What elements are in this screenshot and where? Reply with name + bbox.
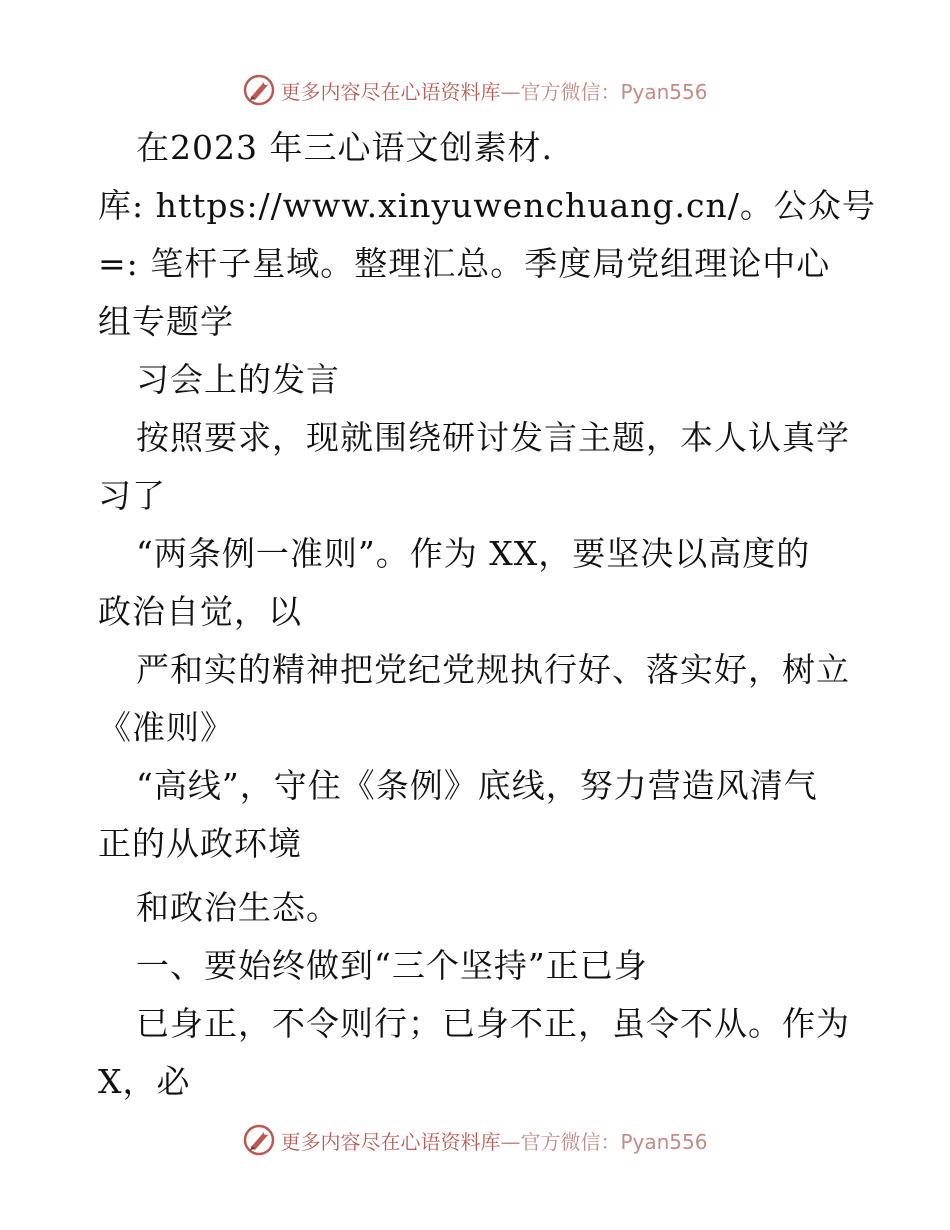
- banner-text: [280, 1126, 707, 1155]
- banner-text-main: 更多内容尽在心语资料库: [280, 1129, 501, 1154]
- text-line: 在2023 年三心语文创素材.: [136, 128, 553, 167]
- header-watermark-banner: [0, 70, 950, 110]
- banner-text-tail: —官方微信：Pyan556: [500, 79, 708, 104]
- banner-text: [280, 76, 707, 105]
- ink-pen-seal-icon: [242, 1123, 276, 1157]
- text-line: 和政治生态。: [136, 888, 340, 927]
- text-line: X，必: [98, 1062, 191, 1101]
- footer-watermark-banner: [0, 1120, 950, 1160]
- text-line: =: 笔杆子星域。整理汇总。季度局党组理论中心: [98, 244, 831, 283]
- banner-text-tail: —官方微信：Pyan556: [500, 1129, 708, 1154]
- text-line: 正的从政环境: [98, 824, 302, 863]
- text-line: 政治自觉，以: [98, 592, 302, 631]
- ink-pen-seal-icon: [242, 73, 276, 107]
- text-line: 组专题学: [98, 302, 234, 341]
- text-line: 习会上的发言: [136, 360, 340, 399]
- text-line: 库: https://www.xinyuwenchuang.cn/。公众号: [98, 186, 876, 225]
- text-line: “两条例一准则”。作为 XX，要坚决以高度的: [136, 534, 811, 573]
- text-line: 已身正，不令则行；已身不正，虽令不从。作为: [136, 1004, 850, 1043]
- banner-text-main: 更多内容尽在心语资料库: [280, 79, 501, 104]
- text-line: 一、要始终做到“三个坚持”正已身: [136, 946, 648, 985]
- text-line: 习了: [98, 476, 166, 515]
- text-line: 按照要求，现就围绕研讨发言主题，本人认真学: [136, 418, 850, 457]
- text-line: 《准则》: [98, 708, 234, 747]
- text-line: “高线”，守住《条例》底线，努力营造风清气: [136, 766, 818, 805]
- text-line: 严和实的精神把党纪党规执行好、落实好，树立: [136, 650, 850, 689]
